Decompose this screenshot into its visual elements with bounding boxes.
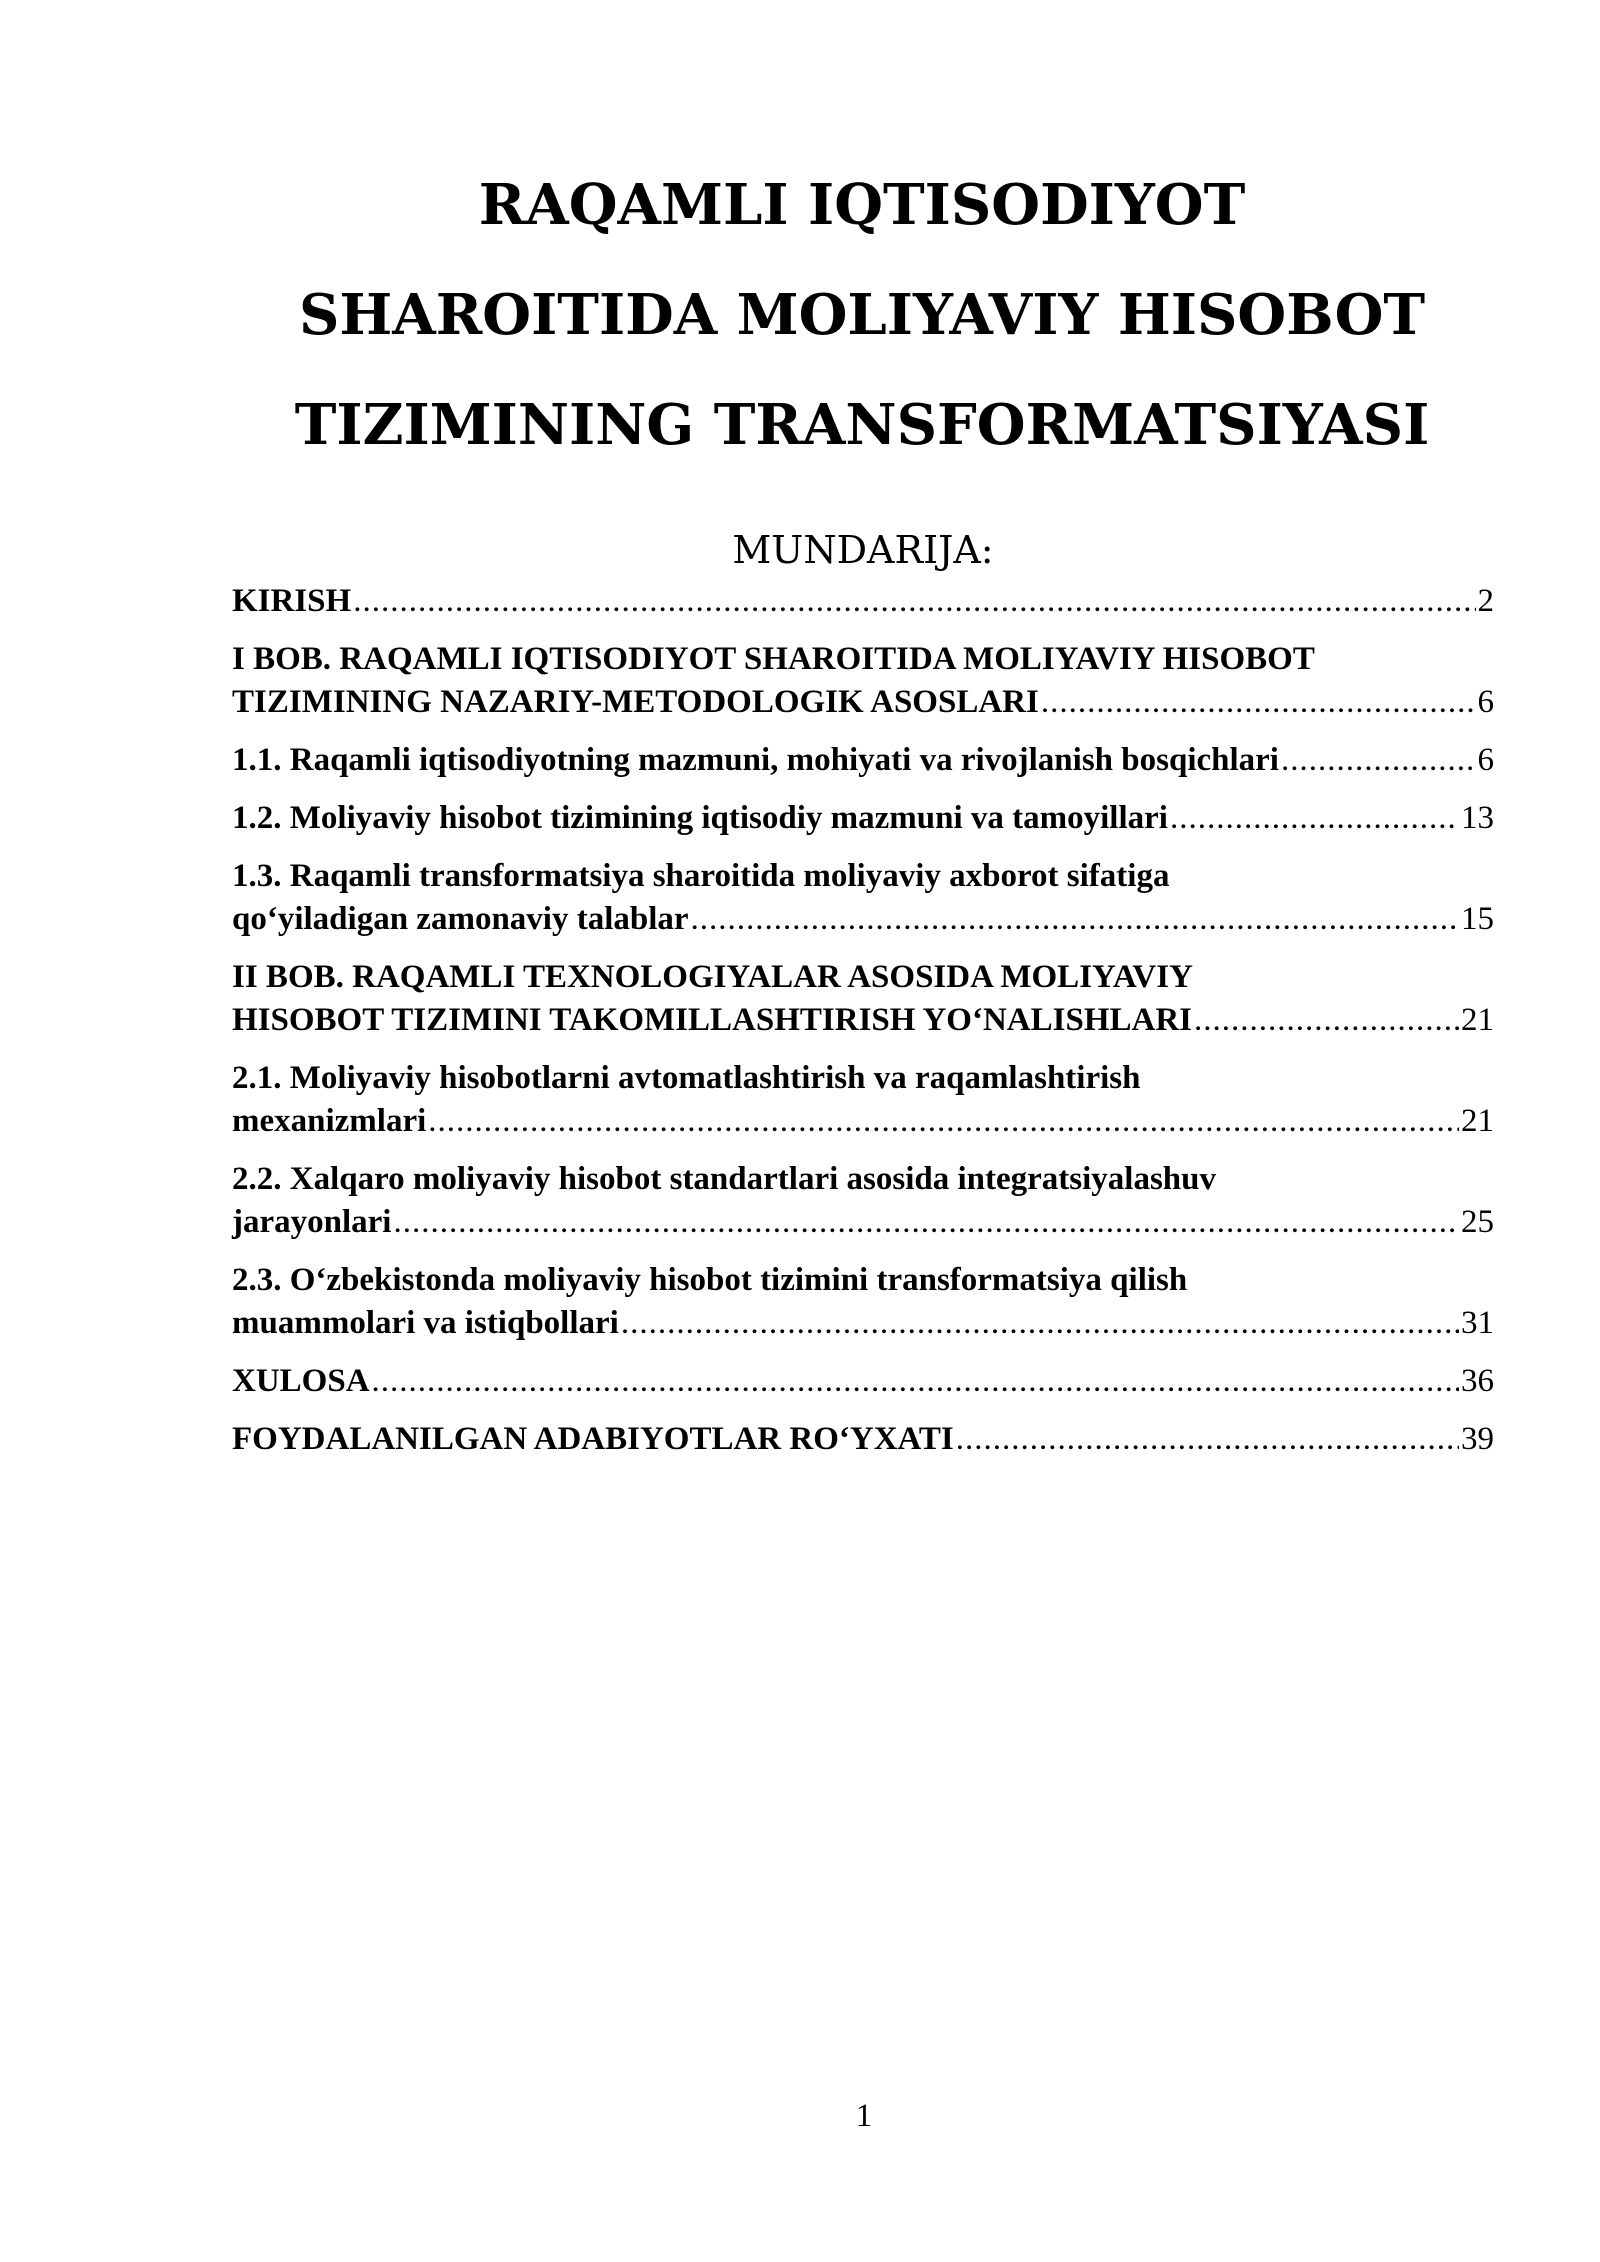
toc-entry-title: FOYDALANILGAN ADABIYOTLAR RO‘YXATI <box>232 1421 954 1457</box>
title-line: RAQAMLI IQTISODIYOT <box>478 172 1246 238</box>
toc-entry-title-line1: 2.3. O‘zbekistonda moliyaviy hisobot tizimini transformatsiya qilish <box>232 1262 1188 1298</box>
toc-page-number: 21 <box>1461 1103 1494 1139</box>
title-line: SHAROITIDA MOLIYAVIY HISOBOT <box>298 282 1426 348</box>
toc-entry-2-1 <box>232 1057 1494 1143</box>
toc-page-number: 13 <box>1461 800 1494 836</box>
toc-entry-title: 1.1. Raqamli iqtisodiyotning mazmuni, mohiyati va rivojlanish bosqichlari <box>232 742 1279 778</box>
dot-leader <box>691 898 1459 941</box>
toc-entry-title-line1: 2.1. Moliyaviy hisobotlarni avtomatlashtirish va raqamlashtirish <box>232 1060 1141 1096</box>
toc-entry-title-line1: I BOB. RAQAMLI IQTISODIYOT SHAROITIDA MOLIYAVIY HISOBOT <box>232 641 1315 677</box>
toc-row <box>232 739 1494 782</box>
toc-entry-references <box>232 1418 1494 1461</box>
toc-page-number: 6 <box>1477 684 1494 720</box>
dot-leader <box>393 1201 1459 1244</box>
dot-leader <box>1281 739 1476 782</box>
toc-row <box>232 1201 1494 1244</box>
toc-page-number: 39 <box>1461 1421 1494 1457</box>
document-title <box>232 150 1492 480</box>
toc-entry-chapter-1 <box>232 638 1494 724</box>
dot-leader <box>1041 681 1476 724</box>
dot-leader <box>428 1100 1459 1143</box>
toc-page-number: 2 <box>1477 583 1494 619</box>
toc-entry-1-1 <box>232 739 1494 782</box>
toc-entry-1-2 <box>232 797 1494 840</box>
toc-page-number: 31 <box>1461 1305 1494 1341</box>
toc-row <box>232 1418 1494 1461</box>
toc-row <box>232 1100 1494 1143</box>
dot-leader <box>956 1418 1459 1461</box>
toc-entry-title-line1: 2.2. Xalqaro moliyaviy hisobot standartlari asosida integratsiyalashuv <box>232 1161 1216 1197</box>
dot-leader <box>621 1302 1459 1345</box>
toc-entry-title-line2: jarayonlari <box>232 1204 392 1240</box>
toc-row <box>232 1302 1494 1345</box>
toc-row <box>232 797 1494 840</box>
toc-page-number: 21 <box>1461 1002 1494 1038</box>
dot-leader <box>353 580 1475 623</box>
dot-leader <box>1194 999 1459 1042</box>
dot-leader <box>1170 797 1459 840</box>
toc-entry-title-line2: muammolari va istiqbollari <box>232 1305 619 1341</box>
toc-entry-title-line2: TIZIMINING NAZARIY-METODOLOGIK ASOSLARI <box>232 684 1039 720</box>
toc-row <box>232 1360 1494 1403</box>
toc-entry-chapter-2 <box>232 956 1494 1042</box>
toc-entry-1-3 <box>232 855 1494 941</box>
page-number: 1 <box>855 2098 873 2134</box>
toc-entry-title-line2: mexanizmlari <box>232 1103 427 1139</box>
toc-entry-xulosa <box>232 1360 1494 1403</box>
toc-page-number: 6 <box>1477 742 1494 778</box>
toc-entry-kirish <box>232 580 1494 623</box>
toc-entry-title: KIRISH <box>232 583 352 619</box>
toc-entry-title-line2: HISOBOT TIZIMINI TAKOMILLASHTIRISH YO‘NALISHLARI <box>232 1002 1193 1038</box>
toc-page-number: 36 <box>1461 1363 1494 1399</box>
toc-row <box>232 999 1494 1042</box>
toc-heading: MUNDARIJA: <box>732 528 994 572</box>
title-line: TIZIMINING TRANSFORMATSIYASI <box>294 392 1430 458</box>
toc-entry-title: XULOSA <box>232 1363 370 1399</box>
table-of-contents <box>232 580 1494 1476</box>
toc-entry-title-line2: qo‘yiladigan zamonaviy talablar <box>232 901 689 937</box>
toc-entry-2-2 <box>232 1158 1494 1244</box>
toc-entry-title-line1: 1.3. Raqamli transformatsiya sharoitida moliyaviy axborot sifatiga <box>232 858 1170 894</box>
toc-entry-title: 1.2. Moliyaviy hisobot tizimining iqtisodiy mazmuni va tamoyillari <box>232 800 1168 836</box>
dot-leader <box>372 1360 1459 1403</box>
toc-entry-2-3 <box>232 1259 1494 1345</box>
toc-row <box>232 898 1494 941</box>
toc-page-number: 15 <box>1461 901 1494 937</box>
toc-page-number: 25 <box>1461 1204 1494 1240</box>
toc-row <box>232 681 1494 724</box>
toc-row <box>232 580 1494 623</box>
toc-entry-title-line1: II BOB. RAQAMLI TEXNOLOGIYALAR ASOSIDA MOLIYAVIY <box>232 959 1193 995</box>
